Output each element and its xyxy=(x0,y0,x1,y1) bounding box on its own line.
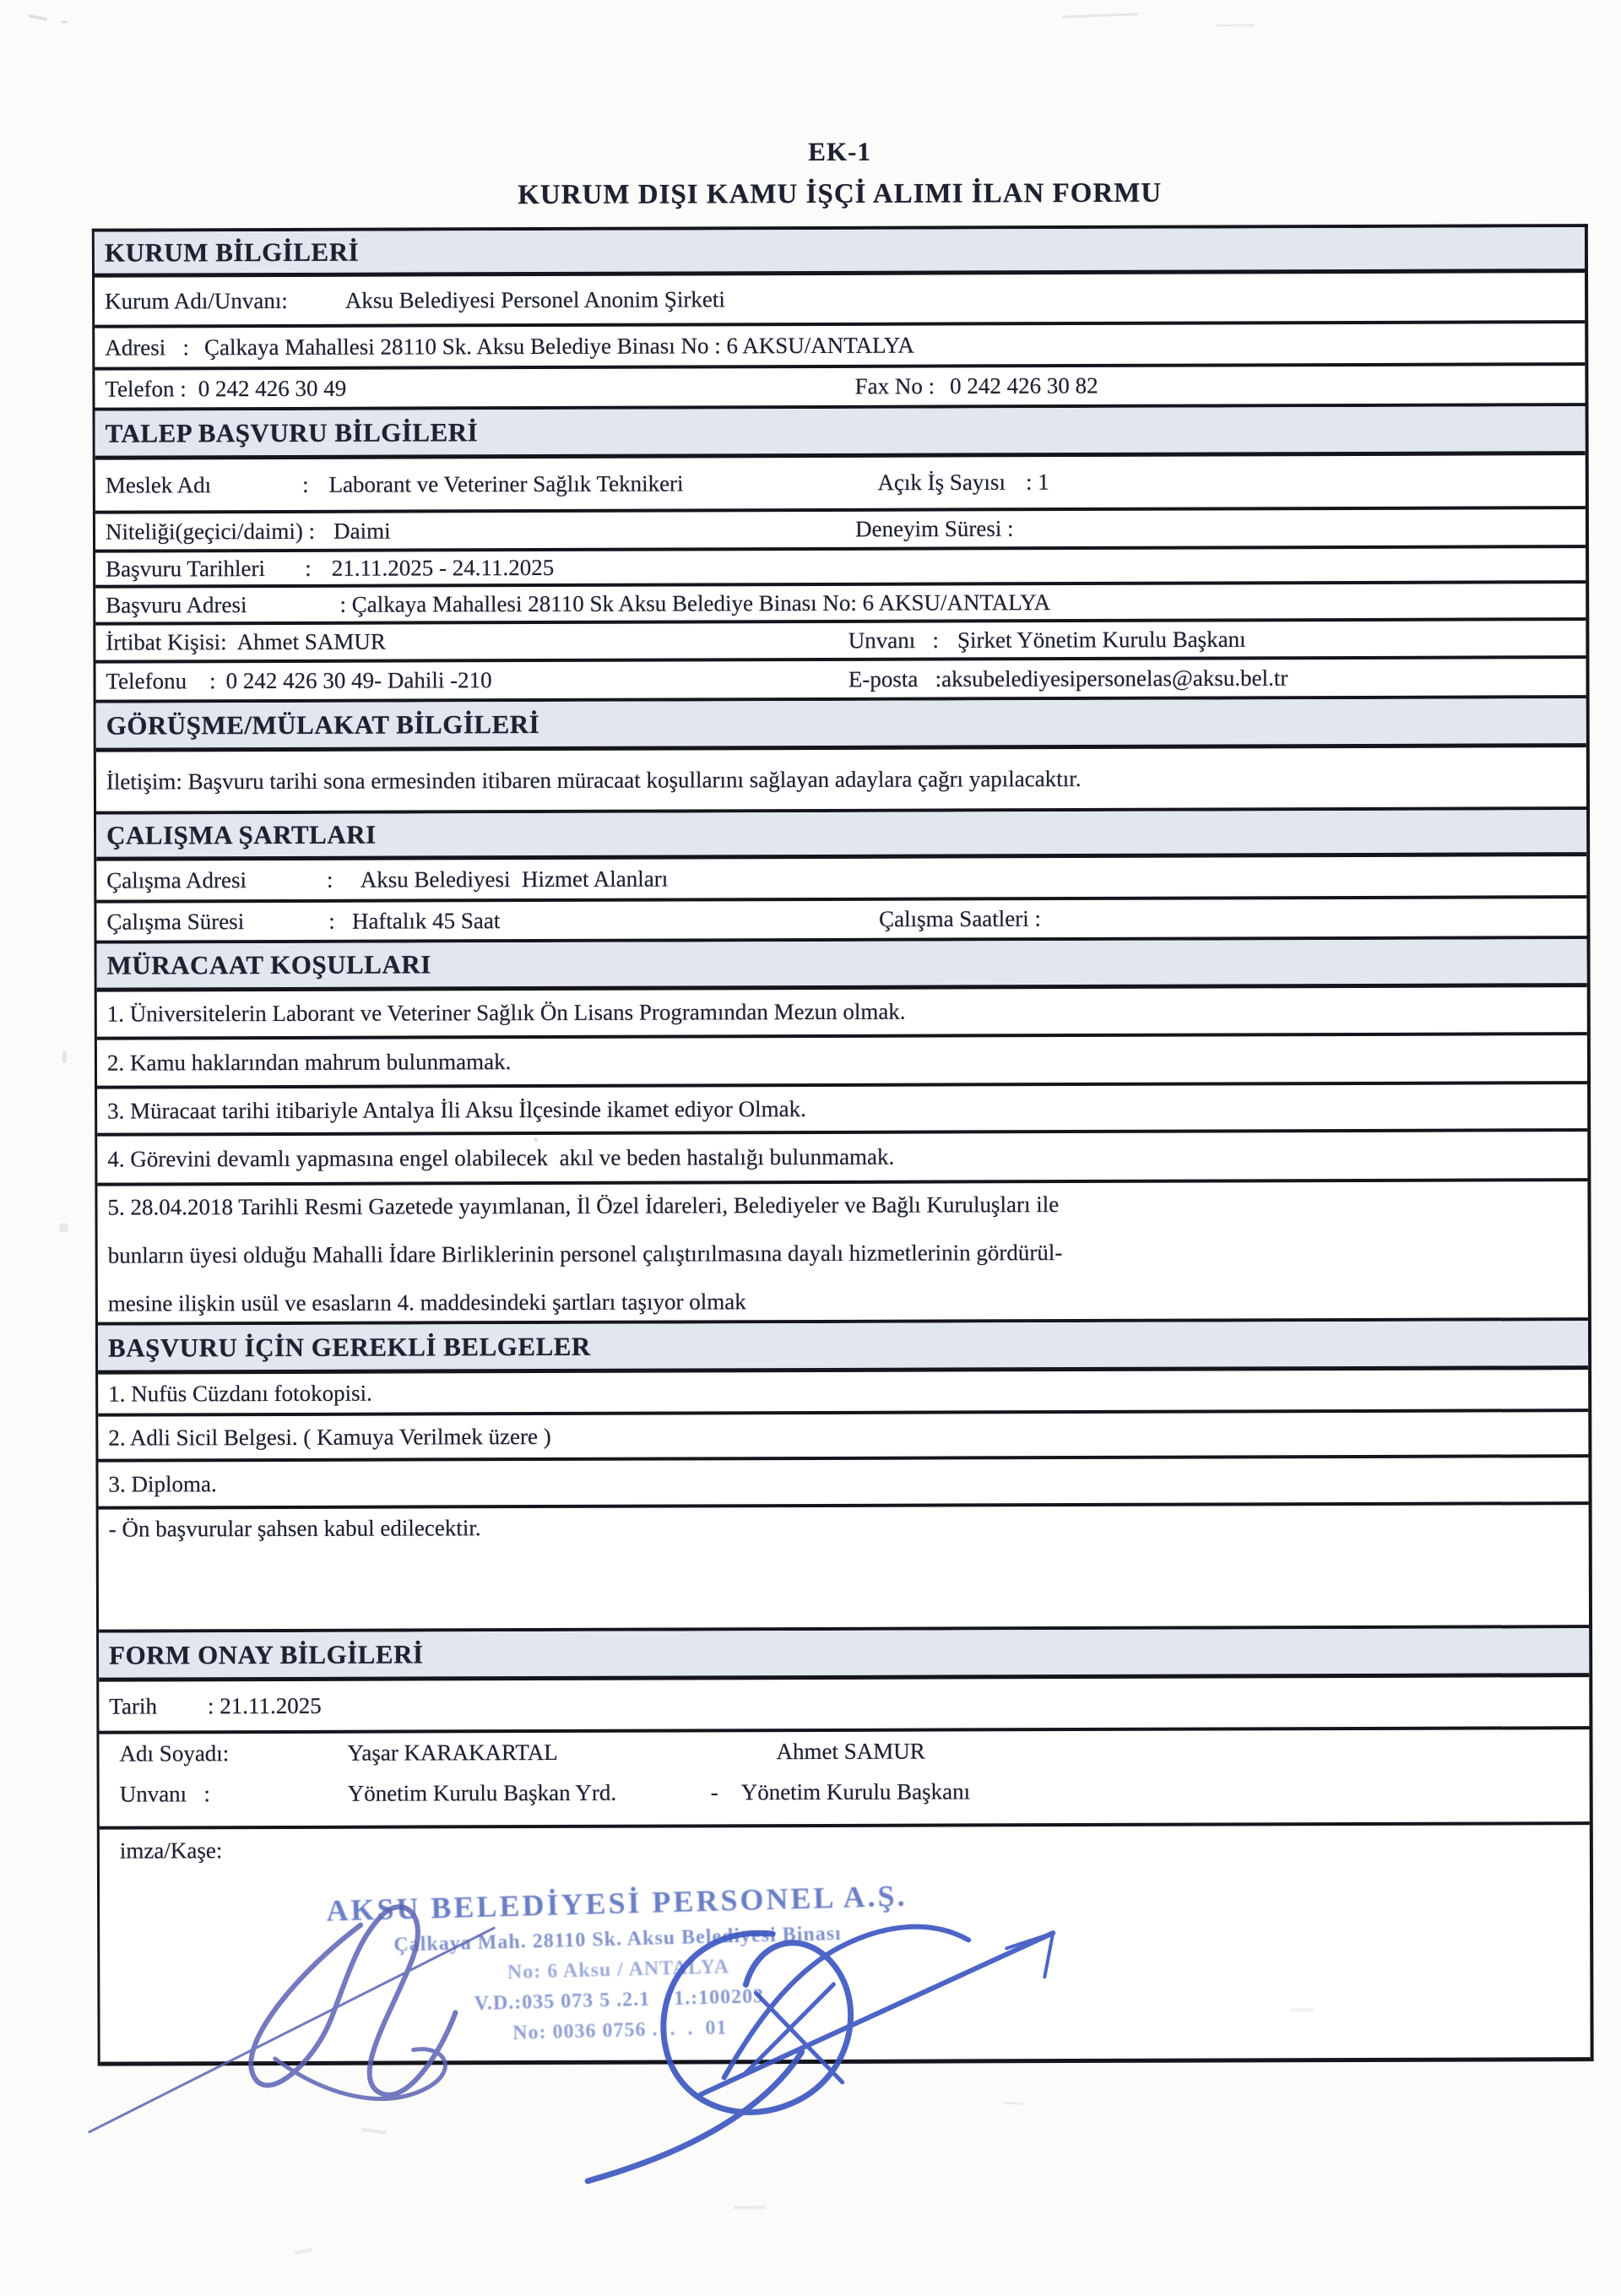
row-telefonu-eposta xyxy=(95,659,1586,703)
scan-noise xyxy=(60,1224,68,1232)
acik-is-sayisi-label: Açık İş Sayısı xyxy=(877,469,1006,496)
calisma-saatleri-label: Çalışma Saatleri : xyxy=(878,905,1042,932)
section-header-talep-label: TALEP BAŞVURU BİLGİLERİ xyxy=(105,416,479,448)
scan-noise xyxy=(733,2206,767,2209)
section-header-kurum xyxy=(95,227,1585,278)
onay-adsoyad-line xyxy=(109,1736,1589,1775)
iletisim-text: İletişim: Başvuru tarihi sona ermesinden itibaren müracaat koşullarını sağlayan adaylara çağrı yapılacaktır. xyxy=(106,765,1082,795)
section-header-muracaat xyxy=(97,939,1587,992)
scan-noise xyxy=(1003,2101,1025,2105)
niteligi-value: Daimi xyxy=(333,518,391,544)
row-onay-tarih xyxy=(99,1677,1589,1734)
onay-unvan-line xyxy=(110,1777,1590,1816)
section-header-onay-label: FORM ONAY BİLGİLERİ xyxy=(109,1638,424,1670)
unvani xyxy=(848,626,1246,653)
row-niteligi xyxy=(95,509,1586,553)
muracaat-item-5-line-1: 5. 28.04.2018 Tarihli Resmi Gazetede yayımlanan, İl Özel İdareleri, Belediyeler ve Bağlı Kuruluşları ile xyxy=(107,1191,1060,1220)
deneyim-suresi-label: Deneyim Süresi : xyxy=(855,515,1014,542)
basvuru-tarihleri-label: Başvuru Tarihleri : xyxy=(106,555,312,582)
row-calisma-suresi xyxy=(96,898,1586,944)
onay-tarih-value: : 21.11.2025 xyxy=(207,1692,322,1718)
stamp-address-line-1: Çalkaya Mah. 28110 Sk. Aksu Belediyesi Binası xyxy=(393,1922,843,1957)
belgeler-item-1-text: 1. Nufüs Cüzdanı fotokopisi. xyxy=(108,1380,372,1407)
scan-noise xyxy=(294,2248,312,2255)
belgeler-item-1 xyxy=(98,1370,1588,1417)
page-title: KURUM DIŞI KAMU İŞÇİ ALIMI İLAN FORMU xyxy=(518,177,1163,211)
kurum-fax xyxy=(855,372,1098,399)
empty-spacer-row xyxy=(99,1589,1589,1633)
basvuru-adresi-label: Başvuru Adresi xyxy=(106,591,247,618)
basvuru-adresi-value: : Çalkaya Mahallesi 28110 Sk Aksu Belediye Binası No: 6 AKSU/ANTALYA xyxy=(339,589,1051,617)
muracaat-item-5-line-2: bunların üyesi olduğu Mahalli İdare Birliklerinin personel çalıştırılmasına dayalı hizmetlerinin gördürül- xyxy=(107,1240,1063,1268)
muracaat-item-1-text: 1. Üniversitelerin Laborant ve Veteriner Sağlık Ön Lisans Programından Mezun olmak. xyxy=(106,998,906,1027)
row-basvuru-adresi xyxy=(95,583,1586,626)
kurum-adi-value: Aksu Belediyesi Personel Anonim Şirketi xyxy=(344,285,725,313)
imza-kase-label: imza/Kaşe: xyxy=(119,1837,223,1864)
irtibat-kisisi-label: İrtibat Kişisi: xyxy=(106,629,227,655)
scan-noise xyxy=(62,1051,67,1063)
section-header-onay xyxy=(99,1628,1589,1682)
section-header-gorusme-label: GÖRÜŞME/MÜLAKAT BİLGİLERİ xyxy=(106,708,540,741)
onay-adsoyad-label: Adı Soyadı: xyxy=(119,1740,230,1767)
eposta-value: :aksubelediyesipersonelas@aksu.bel.tr xyxy=(935,665,1288,692)
acik-is-sayisi-value: : 1 xyxy=(1025,469,1049,495)
muracaat-item-1 xyxy=(97,987,1587,1040)
scan-noise xyxy=(61,21,68,24)
onay-unvan-value-1: Yönetim Kurulu Başkan Yrd. xyxy=(347,1779,617,1806)
section-header-kurum-label: KURUM BİLGİLERİ xyxy=(104,236,360,268)
kurum-telefon-label: Telefon : xyxy=(105,375,187,402)
kurum-adres-label: Adresi : xyxy=(105,334,190,361)
scan-noise xyxy=(29,14,47,21)
acik-is-sayisi xyxy=(877,470,1049,497)
scan-noise xyxy=(1216,24,1255,26)
stamp-address-line-2: No: 6 Aksu / ANTALYA xyxy=(507,1956,730,1984)
kurum-telefon-value: 0 242 426 30 49 xyxy=(198,375,347,401)
form-table xyxy=(92,224,1594,2066)
meslek-adi-value: Laborant ve Veteriner Sağlık Teknikeri xyxy=(328,470,684,497)
onay-adsoyad-value-2: Ahmet SAMUR xyxy=(776,1738,925,1765)
section-header-belgeler-label: BAŞVURU İÇİN GEREKLİ BELGELER xyxy=(107,1331,591,1363)
belgeler-item-2 xyxy=(98,1412,1588,1463)
section-header-muracaat-label: MÜRACAAT KOŞULLARI xyxy=(106,949,431,980)
kurum-fax-label: Fax No : xyxy=(854,373,935,399)
onay-unvan-label: Unvanı : xyxy=(119,1781,210,1807)
section-header-gorusme xyxy=(96,698,1586,752)
row-kurum-adres xyxy=(95,323,1585,371)
scan-noise xyxy=(361,2128,387,2135)
muracaat-item-3-text: 3. Müracaat tarihi itibariyle Antalya İli Aksu İlçesinde ikamet ediyor Olmak. xyxy=(107,1095,806,1124)
kurum-adres-value: Çalkaya Mahallesi 28110 Sk. Aksu Belediye Binası No : 6 AKSU/ANTALYA xyxy=(203,332,914,360)
calisma-suresi-label: Çalışma Süresi xyxy=(106,908,245,935)
unvani-label: Unvanı : xyxy=(848,627,939,653)
row-kurum-adi xyxy=(95,273,1585,328)
row-irtibat-kisisi xyxy=(95,621,1586,664)
row-calisma-adresi xyxy=(96,856,1586,904)
calisma-adresi-label: Çalışma Adresi xyxy=(106,866,247,893)
row-kurum-telefon-fax xyxy=(95,366,1585,411)
row-imza-kase xyxy=(100,1833,1591,2066)
eposta-label: E-posta xyxy=(848,665,935,692)
scan-noise xyxy=(1289,2008,1315,2011)
belgeler-note xyxy=(99,1505,1589,1594)
niteligi-label: Niteliği(geçici/daimi) : xyxy=(105,518,316,545)
muracaat-item-4 xyxy=(97,1132,1587,1186)
kurum-adi-label: Kurum Adı/Unvanı: xyxy=(105,287,288,314)
telefonu-value: 0 242 426 30 49- Dahili -210 xyxy=(225,667,492,694)
calisma-adresi-value: : Aksu Belediyesi Hizmet Alanları xyxy=(326,866,669,893)
onay-unvan-value-2: Yönetim Kurulu Başkanı xyxy=(740,1778,971,1805)
stamp-company-name: AKSU BELEDİYESİ PERSONEL A.Ş. xyxy=(325,1878,908,1928)
title-block xyxy=(92,134,1588,213)
unvani-value: Şirket Yönetim Kurulu Başkanı xyxy=(957,626,1246,653)
belgeler-note-text: - Ön başvurular şahsen kabul edilecektir. xyxy=(108,1515,481,1542)
stamp-registry-line: No: 0036 0756 . . . 01 xyxy=(512,2016,728,2044)
muracaat-item-5 xyxy=(97,1181,1588,1326)
muracaat-item-5-line-3: mesine ilişkin usül ve esasların 4. maddesindeki şartları taşıyor olmak xyxy=(107,1289,746,1316)
scan-noise xyxy=(534,1137,538,1142)
muracaat-item-2-text: 2. Kamu haklarından mahrum bulunmamak. xyxy=(106,1048,512,1076)
scan-noise xyxy=(1062,13,1138,18)
row-iletisim xyxy=(96,747,1586,815)
irtibat-kisisi-value: Ahmet SAMUR xyxy=(236,628,386,655)
basvuru-tarihleri-value: 21.11.2025 - 24.11.2025 xyxy=(331,554,555,581)
telefonu-label: Telefonu : xyxy=(106,668,216,694)
onay-unvan-separator: - xyxy=(710,1779,718,1805)
belgeler-item-3 xyxy=(98,1457,1588,1510)
row-basvuru-tarihleri xyxy=(95,548,1586,589)
row-onay-kisiler xyxy=(99,1736,1589,1830)
onay-adsoyad-value-1: Yaşar KARAKARTAL xyxy=(347,1739,558,1766)
section-header-belgeler xyxy=(98,1321,1588,1375)
section-header-talep xyxy=(95,406,1586,460)
eposta xyxy=(848,665,1288,692)
belgeler-item-3-text: 3. Diploma. xyxy=(108,1470,217,1497)
stamp-tax-line: V.D.:035 073 5 .2.1 1.:100203 xyxy=(474,1985,765,2016)
onay-tarih-label: Tarih xyxy=(109,1692,157,1719)
muracaat-item-3 xyxy=(97,1084,1587,1137)
section-header-calisma xyxy=(96,810,1586,861)
doc-code: EK-1 xyxy=(808,136,871,167)
meslek-adi-label: Meslek Adı : xyxy=(105,471,309,498)
section-header-calisma-label: ÇALIŞMA ŞARTLARI xyxy=(106,819,377,850)
row-meslek-adi xyxy=(95,455,1586,514)
calisma-suresi-value: : Haftalık 45 Saat xyxy=(328,907,501,934)
kurum-fax-value: 0 242 426 30 82 xyxy=(950,372,1098,399)
muracaat-item-2 xyxy=(97,1035,1587,1089)
muracaat-item-4-text: 4. Görevini devamlı yapmasına engel olabilecek akıl ve beden hastalığı bulunmamak. xyxy=(107,1143,895,1172)
belgeler-item-2-text: 2. Adli Sicil Belgesi. ( Kamuya Verilmek üzere ) xyxy=(108,1423,551,1451)
